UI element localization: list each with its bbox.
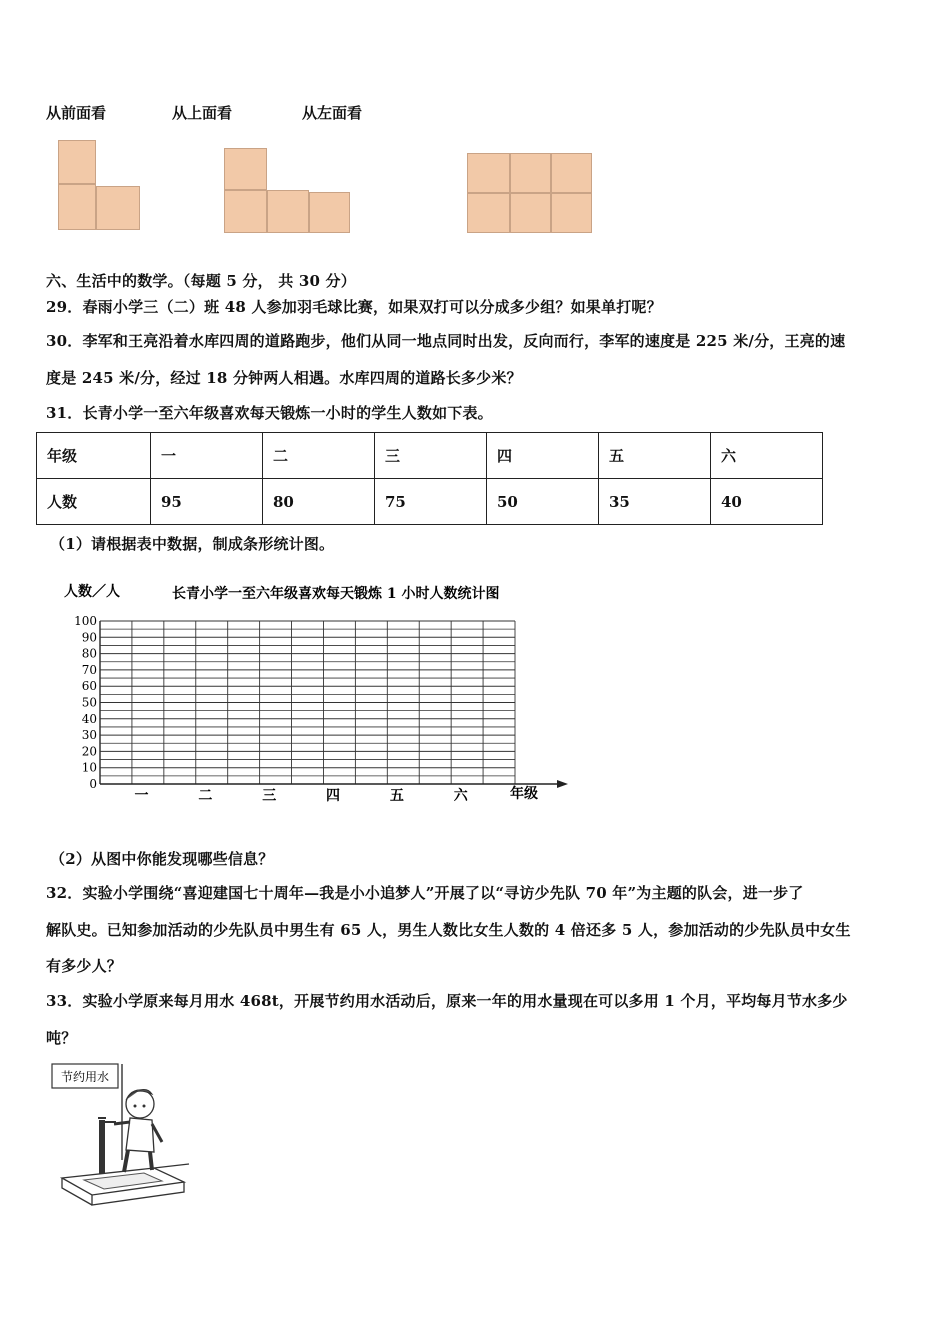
x-tick-label: 三 (262, 788, 277, 804)
table-header-cell: 年级 (37, 433, 151, 479)
question-31-sub1: （1）请根据表中数据，制成条形统计图。 (50, 535, 335, 553)
chart-xlabel: 年级 (510, 786, 538, 802)
section-heading: 六、生活中的数学。（每题 5 分， 共 30 分） (46, 272, 356, 290)
y-tick-label: 70 (81, 662, 97, 677)
table-row (37, 433, 823, 479)
y-tick-label: 20 (81, 744, 97, 759)
left-view-label: 从左面看 (302, 104, 363, 122)
question-30-line1: 30．李军和王亮沿着水库四周的道路跑步，他们从同一地点同时出发，反向而行，李军的速度是 225 米/分，王亮的速 (46, 332, 846, 350)
data-table (36, 432, 823, 525)
y-tick-label: 60 (81, 679, 97, 694)
table-cell: 35 (599, 479, 711, 525)
question-32-line1: 32．实验小学围绕“喜迎建国七十周年—我是小小追梦人”开展了以“寻访少先队 70 年”为主题的队会，进一步了 (46, 884, 804, 902)
x-axis-arrow-icon (557, 780, 568, 788)
x-tick-label: 五 (389, 788, 404, 804)
table-cell: 五 (599, 433, 711, 479)
table-cell: 40 (711, 479, 823, 525)
question-32-line3: 有多少人？ (46, 957, 123, 975)
y-tick-label: 10 (81, 760, 97, 775)
question-33-line1: 33．实验小学原来每月用水 468t，开展节约用水活动后，原来一年的用水量现在可以多用 1 个月，平均每月节水多少 (46, 992, 848, 1010)
chart-x-ticks (135, 787, 469, 804)
question-29: 29．春雨小学三（二）班 48 人参加羽毛球比赛，如果双打可以分成多少组？如果单打呢？ (46, 298, 662, 316)
top-view-label: 从上面看 (172, 104, 233, 122)
bar-chart (60, 575, 580, 807)
table-header-cell: 人数 (37, 479, 151, 525)
table-cell: 二 (263, 433, 375, 479)
table-cell: 三 (375, 433, 487, 479)
y-tick-label: 50 (81, 695, 97, 710)
x-tick-label: 一 (134, 788, 149, 804)
table-cell: 50 (487, 479, 599, 525)
question-30-line2: 度是 245 米/分，经过 18 分钟两人相遇。水库四周的道路长多少米？ (46, 369, 522, 387)
x-tick-label: 四 (326, 788, 341, 804)
front-view-label: 从前面看 (46, 104, 107, 122)
y-tick-label: 30 (81, 728, 97, 743)
question-31-intro: 31．长青小学一至六年级喜欢每天锻炼一小时的学生人数如下表。 (46, 404, 493, 422)
table-cell: 一 (151, 433, 263, 479)
chart-grid (100, 621, 515, 784)
table-row (37, 479, 823, 525)
y-tick-label: 0 (89, 777, 97, 791)
x-tick-label: 二 (198, 788, 213, 804)
y-tick-label: 80 (81, 646, 97, 661)
y-tick-label: 100 (74, 614, 97, 628)
table-cell: 六 (711, 433, 823, 479)
table-cell: 95 (151, 479, 263, 525)
chart-ylabel: 人数／人 (64, 584, 120, 600)
x-tick-label: 六 (453, 788, 468, 804)
y-tick-label: 90 (81, 630, 97, 645)
table-cell: 四 (487, 433, 599, 479)
chart-title: 长青小学一至六年级喜欢每天锻炼 1 小时人数统计图 (172, 586, 500, 602)
chart-y-ticks (74, 614, 97, 791)
question-31-sub2: （2）从图中你能发现哪些信息？ (50, 850, 274, 868)
sign-text: 节约用水 (60, 1070, 110, 1084)
question-33-line2: 吨？ (46, 1029, 77, 1047)
table-cell: 80 (263, 479, 375, 525)
save-water-illustration (44, 1060, 194, 1208)
question-32-line2: 解队史。已知参加活动的少先队员中男生有 65 人，男生人数比女生人数的 4 倍还多 5 人，参加活动的少先队员中女生 (46, 921, 851, 939)
y-tick-label: 40 (81, 711, 97, 726)
table-cell: 75 (375, 479, 487, 525)
